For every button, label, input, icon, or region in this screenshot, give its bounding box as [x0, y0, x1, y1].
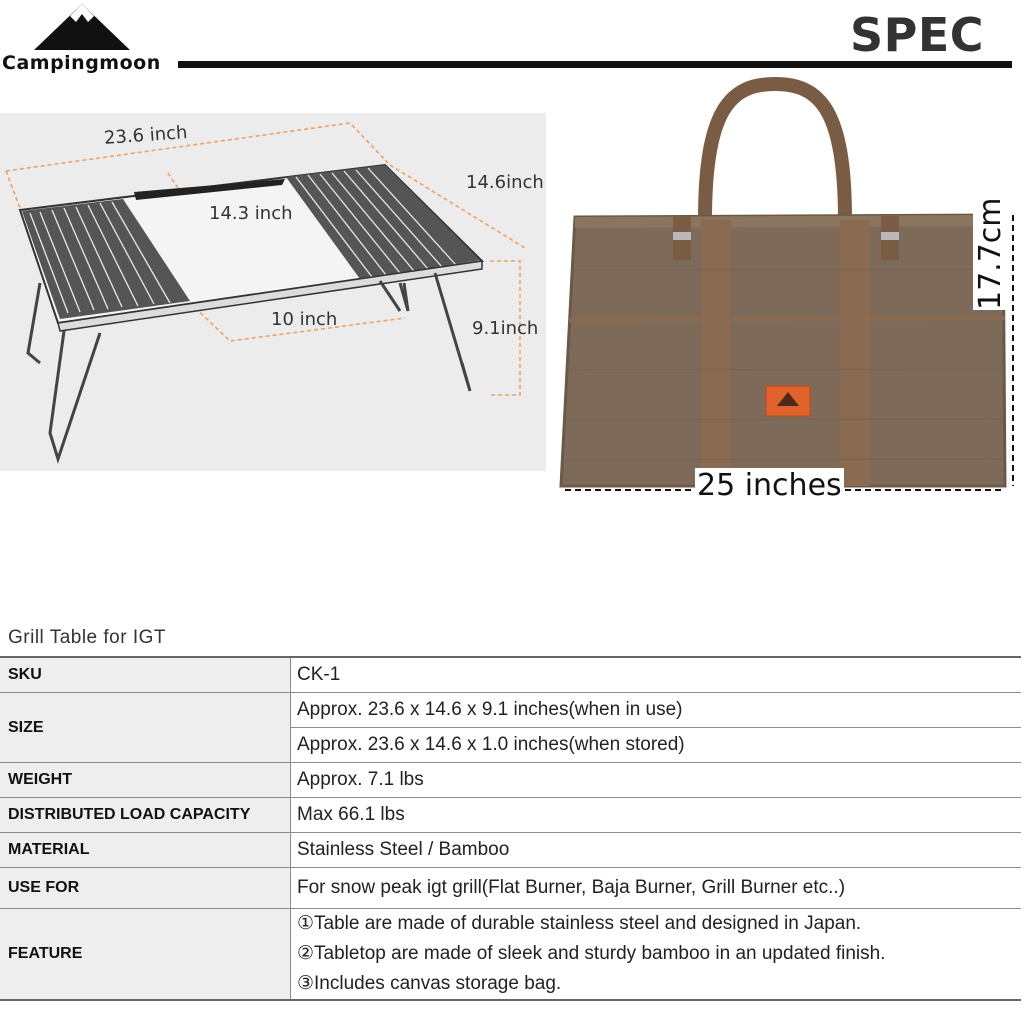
- spec-label-weight: WEIGHT: [0, 763, 291, 798]
- table-row: [0, 909, 1021, 1001]
- table-row: [0, 657, 1021, 693]
- dimension-opening: 14.3 inch: [209, 203, 293, 224]
- spec-label-load: DISTRIBUTED LOAD CAPACITY: [0, 798, 291, 833]
- spec-label-feature: FEATURE: [0, 909, 291, 1001]
- spec-label-size: SIZE: [0, 693, 291, 763]
- mountain-logo-icon: [30, 2, 134, 54]
- spec-value-material: Stainless Steel / Bamboo: [291, 833, 1022, 868]
- spec-label-sku: SKU: [0, 657, 291, 693]
- page-title: SPEC: [849, 8, 984, 62]
- spec-value-size-stored: Approx. 23.6 x 14.6 x 1.0 inches(when stored): [291, 728, 1022, 763]
- spec-value-sku: CK-1: [291, 657, 1022, 693]
- table-row: [0, 798, 1021, 833]
- spec-table: [0, 656, 1021, 1001]
- table-row: [0, 693, 1021, 728]
- spec-label-use-for: USE FOR: [0, 868, 291, 909]
- spec-label-material: MATERIAL: [0, 833, 291, 868]
- table-dimension-diagram: [0, 113, 546, 471]
- feature-item: ①Table are made of durable stainless steel and designed in Japan.: [297, 913, 862, 934]
- spec-value-weight: Approx. 7.1 lbs: [291, 763, 1022, 798]
- dimension-opening-depth: 10 inch: [271, 309, 338, 330]
- brand-name: Campingmoon: [2, 52, 161, 74]
- storage-bag-image: [555, 70, 1024, 510]
- table-illustration: [0, 113, 546, 471]
- dimension-height: 9.1inch: [472, 318, 539, 339]
- bag-width-label: 25 inches: [697, 468, 842, 503]
- spec-value-load: Max 66.1 lbs: [291, 798, 1022, 833]
- table-row: [0, 833, 1021, 868]
- bag-height-label: 17.7cm: [973, 197, 1008, 310]
- header-divider: [178, 61, 1012, 68]
- table-row: [0, 868, 1021, 909]
- feature-item: ③Includes canvas storage bag.: [297, 973, 562, 994]
- spec-value-use-for: For snow peak igt grill(Flat Burner, Baja Burner, Grill Burner etc..): [291, 868, 1022, 909]
- table-row: [0, 763, 1021, 798]
- dimension-width: 14.6inch: [466, 172, 544, 193]
- feature-item: ②Tabletop are made of sleek and sturdy bamboo in an updated finish.: [297, 943, 886, 964]
- spec-value-feature: [291, 909, 1022, 1001]
- spec-caption: Grill Table for IGT: [8, 627, 167, 648]
- canvas-bag-illustration: [555, 70, 1024, 510]
- spec-value-size-in-use: Approx. 23.6 x 14.6 x 9.1 inches(when in use): [291, 693, 1022, 728]
- dimension-length: 23.6 inch: [103, 122, 189, 149]
- brand-logo: [0, 0, 170, 80]
